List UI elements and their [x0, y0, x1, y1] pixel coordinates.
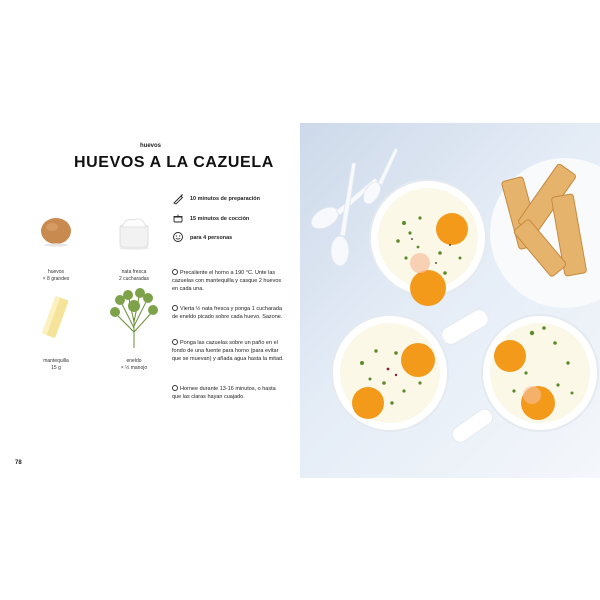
step-bullet — [172, 339, 178, 345]
step-text: Hornee durante 13-16 minutos, o hasta que las claras hayan cuajado. — [172, 386, 276, 401]
step-bullet — [172, 305, 178, 311]
step-text: Vierta ½ nata fresca y ponga 1 cucharada de eneldo picado sobre cada huevo. Sazone. — [172, 306, 283, 321]
step-2 — [172, 305, 284, 321]
step-bullet — [172, 269, 178, 275]
knife-icon — [172, 193, 184, 205]
smiley-icon — [172, 231, 184, 243]
step-3 — [172, 339, 284, 364]
step-text: Ponga las cazuelas sobre un paño en el fondo de una fuente para horno (para evitar que se muevan) y añada agua hasta la mitad. — [172, 340, 284, 363]
egg-icon — [38, 215, 74, 247]
ingredient-qty: 15 g — [51, 365, 61, 371]
ingredient-qty: × ½ manojo — [120, 365, 148, 371]
prep-time: 10 minutos de preparación — [190, 196, 260, 202]
ingredient-name: nata fresca — [121, 269, 147, 275]
ingredient-dill — [99, 358, 169, 372]
step-text: Precaliente el horno a 190 °C. Unte las cazuelas con mantequilla y casque 2 huevos en cada una. — [172, 270, 282, 293]
cook-time: 15 minutos de cocción — [190, 216, 250, 222]
step-1 — [172, 269, 284, 294]
ramekin-right — [449, 315, 598, 445]
category-label: huevos — [140, 143, 162, 149]
cream-jar-icon — [114, 211, 154, 251]
ingredient-name: huevos — [47, 269, 65, 275]
ingredient-cream — [99, 269, 169, 283]
ingredient-qty: 2 cucharadas — [118, 276, 150, 282]
food-photo — [300, 123, 600, 478]
pot-icon — [172, 212, 184, 224]
baked-eggs-photo — [300, 123, 600, 478]
book-spread — [0, 123, 600, 478]
ingredient-egg — [21, 269, 91, 283]
butter-icon — [38, 293, 72, 343]
step-bullet — [172, 385, 178, 391]
ramekin-top — [370, 180, 486, 306]
ramekin-left — [332, 307, 491, 431]
ingredient-name: eneldo — [126, 358, 142, 364]
recipe-title: HUEVOS A LA CAZUELA — [74, 154, 274, 171]
recipe-page — [0, 123, 300, 478]
ingredient-butter — [21, 358, 91, 372]
step-4 — [172, 385, 284, 401]
ingredient-qty: × 8 grandes — [42, 276, 70, 282]
ingredient-name: mantequilla — [43, 358, 69, 364]
page-number: 78 — [15, 460, 22, 466]
dill-icon — [108, 288, 160, 350]
servings: para 4 personas — [190, 235, 233, 241]
